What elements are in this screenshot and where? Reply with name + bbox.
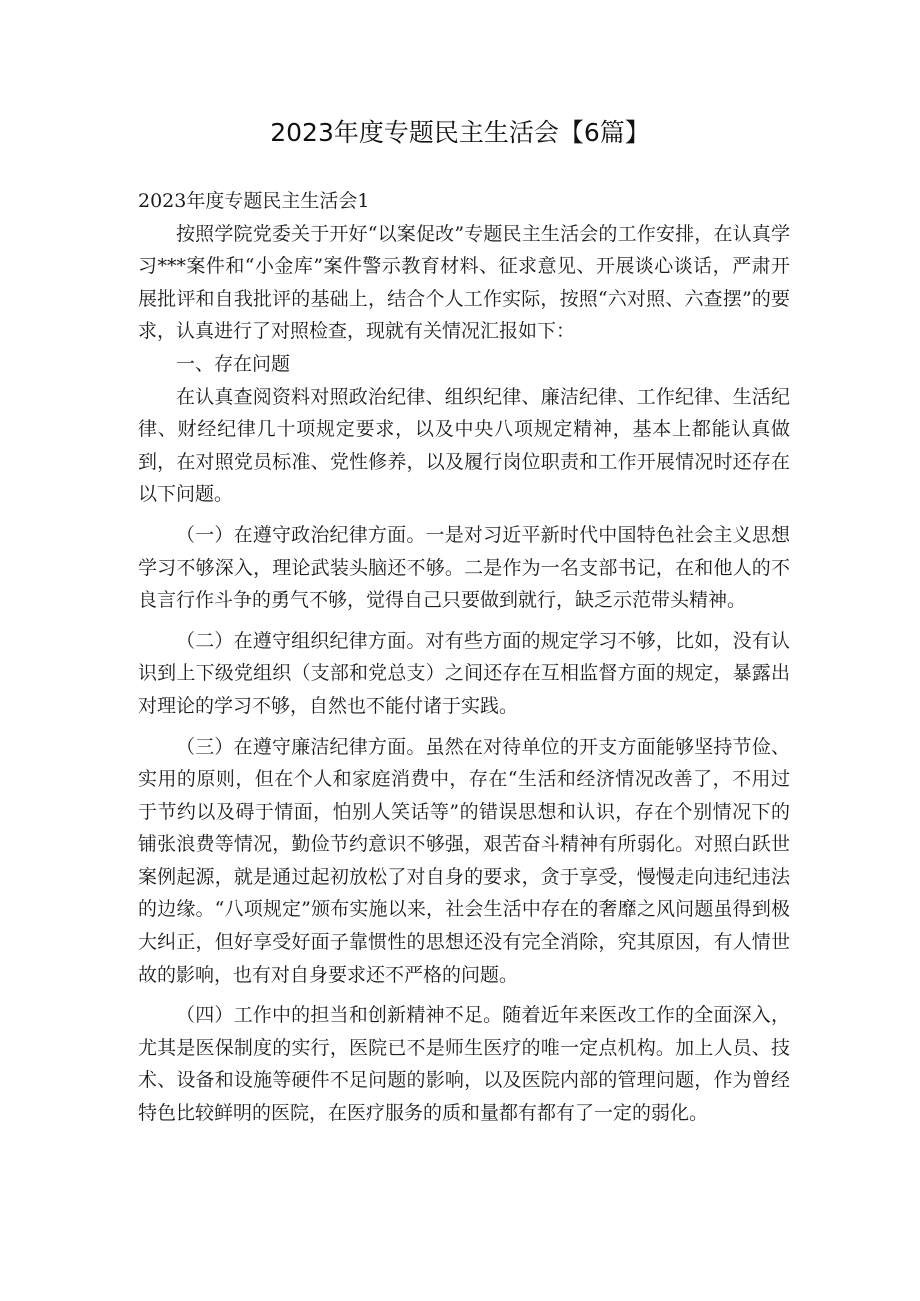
paragraph-responsibility-innovation: （四）工作中的担当和创新精神不足。随着近年来医改工作的全面深入，尤其是医保制度的实行，医院已不是师生医疗的唯一定点机构。加上人员、技术、设备和设施等硬件不足问题的影响，以及医院内部的管理问题，作为曾经特色比较鲜明的医院，在医疗服务的质和量都有都有了一定的弱化。 (138, 1004, 790, 1125)
section-subtitle: 2023年度专题民主生活会1 (138, 190, 370, 212)
paragraph-organizational-discipline: （二）在遵守组织纪律方面。对有些方面的规定学习不够，比如，没有认识到上下级党组织（支部和党总支）之间还存在互相监督方面的规定，暴露出对理论的学习不够，自然也不能付诸于实践。 (138, 629, 790, 717)
paragraph-integrity-discipline: （三）在遵守廉洁纪律方面。虽然在对待单位的开支方面能够坚持节俭、实用的原则，但在个人和家庭消费中，存在“生活和经济情况改善了，不用过于节约以及碍于情面，怕别人笑话等”的错误思想和认识，存在个别情况下的铺张浪费等情况，勤俭节约意识不够强，艰苦奋斗精神有所弱化。对照白跃世案例起源，就是通过起初放松了对自身的要求，贪于享受，慢慢走向违纪违法的边缘。“八项规定”颁布实施以来，社会生活中存在的奢靡之风问题虽得到极大纠正，但好享受好面子靠惯性的思想还没有完全消除，究其原因，有人情世故的影响，也有对自身要求还不严格的问题。 (138, 735, 790, 986)
paragraph-intro: 按照学院党委关于开好“以案促改”专题民主生活会的工作安排，在认真学习***案件和“小金库”案件警示教育材料、征求意见、开展谈心谈话，严肃开展批评和自我批评的基础上，结合个人工作实际，按照“六对照、六查摆”的要求，认真进行了对照检查，现就有关情况汇报如下： (138, 222, 790, 343)
document-title: 2023年度专题民主生活会【6篇】 (270, 118, 650, 147)
document-body (138, 185, 790, 1130)
section-heading-problems: 一、存在问题 (176, 352, 291, 375)
paragraph-political-discipline: （一）在遵守政治纪律方面。一是对习近平新时代中国特色社会主义思想学习不够深入，理论武装头脑还不够。二是作为一名支部书记，在和他人的不良言行作斗争的勇气不够，觉得自己只要做到就行，缺乏示范带头精神。 (138, 523, 790, 612)
paragraph-problems-overview: 在认真查阅资料对照政治纪律、组织纪律、廉洁纪律、工作纪律、生活纪律、财经纪律几十项规定要求，以及中央八项规定精神，基本上都能认真做到，在对照党员标准、党性修养，以及履行岗位职责和工作开展情况时还存在以下问题。 (138, 385, 790, 506)
